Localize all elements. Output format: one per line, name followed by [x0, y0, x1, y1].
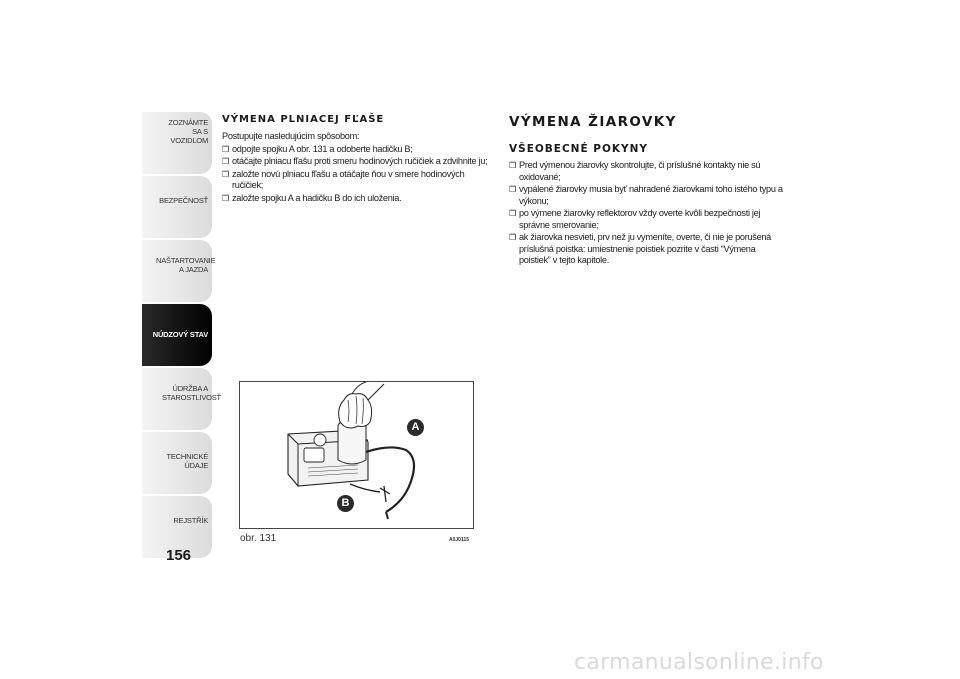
list-item: ❒ otáčajte plniacu fľašu proti smeru hodinových ručičiek a zdvihnite ju; — [222, 156, 488, 167]
flask-instructions — [222, 131, 494, 206]
section-heading-bulb: VÝMENA ŽIAROVKY — [509, 114, 677, 130]
list-item: ❒ odpojte spojku A obr. 131 a odoberte hadičku B; — [222, 143, 413, 154]
figure-compressor-illustration — [239, 381, 474, 529]
bulb-instructions — [509, 160, 789, 268]
tab-label: TECHNICKÉ ÚDAJE — [166, 452, 208, 470]
tab-label: NAŠTARTOVANIE A JAZDA — [156, 256, 216, 274]
tab-technicke-udaje[interactable] — [142, 432, 212, 494]
tab-nastartovanie[interactable] — [142, 240, 216, 302]
callout-b: B — [337, 495, 354, 512]
list-item: ❒ po výmene žiarovky reflektorov vždy overte kvôli bezpečnosti jej správne smerovanie; — [509, 208, 761, 230]
section-heading-flask: VÝMENA PLNIACEJ FĽAŠE — [222, 114, 385, 125]
tab-label: ZOZNÁMTE SA S VOZIDLOM — [168, 118, 208, 145]
figure-caption: obr. 131 — [240, 533, 277, 544]
list-item: ❒ ak žiarovka nesvieti, prv než ju vymeníte, overte, či nie je porušená príslušná poistka: umiestnenie poistiek pozrite v časti “Výmena poistiek” v tejto kapitole. — [509, 232, 771, 265]
tab-nudzovy-stav[interactable] — [142, 304, 212, 366]
tab-bezpecnost[interactable] — [142, 176, 212, 238]
tab-label: NÚDZOVÝ STAV — [152, 330, 208, 339]
list-item: ❒ založte novú plniacu fľašu a otáčajte ňou v smere hodinových ručičiek; — [222, 168, 465, 191]
tab-label: REJSTŘÍK — [173, 516, 208, 525]
list-item: ❒ založte spojku A a hadičku B do ich uloženia. — [222, 192, 402, 203]
watermark: carmanualsonline.info — [574, 650, 824, 675]
figure-code: A0J0115 — [449, 537, 470, 543]
tab-udrzba[interactable] — [142, 368, 221, 430]
tab-label: BEZPEČNOSŤ — [159, 196, 208, 205]
tab-zoznamte-sa[interactable] — [142, 112, 212, 174]
callout-a: A — [407, 419, 424, 436]
subsection-heading: VŠEOBECNÉ POKYNY — [509, 143, 649, 155]
list-item: ❒ vypálené žiarovky musia byť nahradené žiarovkami toho istého typu a výkonu; — [509, 184, 783, 206]
chapter-tabs — [142, 112, 221, 560]
list-item: ❒ Pred výmenou žiarovky skontrolujte, či príslušné kontakty nie sú oxidované; — [509, 160, 761, 182]
intro-text: Postupujte nasledujúcim spôsobom: — [222, 131, 360, 141]
page-number: 156 — [166, 547, 192, 564]
tab-label: ÚDRŽBA A STAROSTLIVOSŤ — [162, 384, 221, 402]
compressor-drawing — [240, 382, 473, 528]
